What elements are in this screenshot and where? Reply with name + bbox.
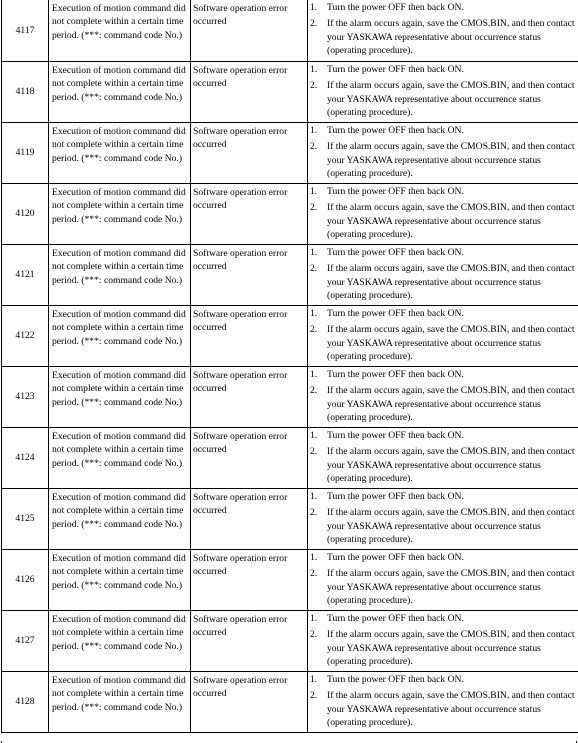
remedy-step xyxy=(308,323,576,363)
remedy-cell xyxy=(308,489,578,549)
step-text: Turn the power OFF then back ON. xyxy=(327,2,464,13)
remedy-step xyxy=(308,673,576,686)
alarm-type: Software operation error occurred xyxy=(191,0,308,61)
step-number: 1. xyxy=(310,2,318,13)
remedy-step xyxy=(308,506,576,546)
table-row xyxy=(2,62,578,123)
step-text: If the alarm occurs again, save the CMOS.BIN, and then contact your YASKAWA representative about occurrence status (operating procedure). xyxy=(327,446,575,484)
step-number: 2. xyxy=(310,80,318,92)
step-text: Turn the power OFF then back ON. xyxy=(327,64,464,75)
alarm-cause: Execution of motion command did not complete within a certain time period. (***: command code No.) xyxy=(49,306,191,366)
step-text: Turn the power OFF then back ON. xyxy=(327,247,464,258)
remedy-cell xyxy=(308,0,578,61)
step-text: If the alarm occurs again, save the CMOS.BIN, and then contact your YASKAWA representative about occurrence status (operating procedure). xyxy=(327,141,575,179)
step-number: 1. xyxy=(310,613,318,624)
step-text: If the alarm occurs again, save the CMOS.BIN, and then contact your YASKAWA representative about occurrence status (operating procedure). xyxy=(327,263,575,301)
step-number: 2. xyxy=(310,202,318,214)
step-text: Turn the power OFF then back ON. xyxy=(327,552,464,563)
alarm-type: Software operation error occurred xyxy=(191,428,308,488)
alarm-type: Software operation error occurred xyxy=(191,184,308,244)
step-number: 1. xyxy=(310,247,318,258)
step-number: 2. xyxy=(310,568,318,580)
table-row xyxy=(2,184,578,245)
alarm-type: Software operation error occurred xyxy=(191,123,308,183)
remedy-step xyxy=(308,628,576,668)
step-number: 1. xyxy=(310,491,318,502)
remedy-step xyxy=(308,79,576,119)
step-number: 2. xyxy=(310,690,318,702)
remedy-step xyxy=(308,124,576,137)
step-text: If the alarm occurs again, save the CMOS.BIN, and then contact your YASKAWA representative about occurrence status (operating procedure). xyxy=(327,629,575,667)
step-number: 2. xyxy=(310,446,318,458)
step-number: 2. xyxy=(310,18,318,30)
alarm-code: 4120 xyxy=(2,184,49,244)
remedy-cell xyxy=(308,123,578,183)
table-row xyxy=(2,367,578,428)
table-row xyxy=(2,428,578,489)
step-text: If the alarm occurs again, save the CMOS.BIN, and then contact your YASKAWA representative about occurrence status (operating procedure). xyxy=(327,385,575,423)
step-text: If the alarm occurs again, save the CMOS.BIN, and then contact your YASKAWA representative about occurrence status (operating procedure). xyxy=(327,690,575,728)
alarm-code: 4122 xyxy=(2,306,49,366)
step-text: Turn the power OFF then back ON. xyxy=(327,491,464,502)
alarm-cause: Execution of motion command did not complete within a certain time period. (***: command code No.) xyxy=(49,489,191,549)
alarm-type: Software operation error occurred xyxy=(191,489,308,549)
step-text: Turn the power OFF then back ON. xyxy=(327,613,464,624)
alarm-code: 4124 xyxy=(2,428,49,488)
table-row xyxy=(2,611,578,672)
remedy-step xyxy=(308,140,576,180)
table-row xyxy=(2,0,578,62)
table-row xyxy=(2,550,578,611)
step-number: 1. xyxy=(310,369,318,380)
alarm-type: Software operation error occurred xyxy=(191,550,308,610)
remedy-step xyxy=(308,551,576,564)
table-row xyxy=(2,672,578,733)
remedy-step xyxy=(308,445,576,485)
remedy-step xyxy=(308,201,576,241)
remedy-step xyxy=(308,246,576,259)
alarm-code: 4126 xyxy=(2,550,49,610)
step-text: If the alarm occurs again, save the CMOS.BIN, and then contact your YASKAWA representative about occurrence status (operating procedure). xyxy=(327,324,575,362)
step-number: 2. xyxy=(310,385,318,397)
remedy-cell xyxy=(308,367,578,427)
alarm-cause: Execution of motion command did not complete within a certain time period. (***: command code No.) xyxy=(49,62,191,122)
step-text: Turn the power OFF then back ON. xyxy=(327,369,464,380)
step-number: 2. xyxy=(310,141,318,153)
step-number: 2. xyxy=(310,263,318,275)
alarm-type: Software operation error occurred xyxy=(191,62,308,122)
alarm-cause: Execution of motion command did not complete within a certain time period. (***: command code No.) xyxy=(49,123,191,183)
alarm-code: 4121 xyxy=(2,245,49,305)
remedy-step xyxy=(308,307,576,320)
remedy-step xyxy=(308,429,576,442)
step-number: 1. xyxy=(310,552,318,563)
remedy-step xyxy=(308,490,576,503)
alarm-cause: Execution of motion command did not complete within a certain time period. (***: command code No.) xyxy=(49,0,191,61)
alarm-type: Software operation error occurred xyxy=(191,611,308,671)
step-text: Turn the power OFF then back ON. xyxy=(327,430,464,441)
alarm-code: 4125 xyxy=(2,489,49,549)
alarm-cause: Execution of motion command did not complete within a certain time period. (***: command code No.) xyxy=(49,672,191,732)
remedy-cell xyxy=(308,550,578,610)
remedy-step xyxy=(308,262,576,302)
alarm-cause: Execution of motion command did not complete within a certain time period. (***: command code No.) xyxy=(49,550,191,610)
alarm-code: 4123 xyxy=(2,367,49,427)
remedy-step xyxy=(308,567,576,607)
remedy-cell xyxy=(308,611,578,671)
remedy-step xyxy=(308,384,576,424)
remedy-step xyxy=(308,17,576,57)
table-row xyxy=(2,489,578,550)
alarm-code: 4118 xyxy=(2,62,49,122)
step-text: If the alarm occurs again, save the CMOS.BIN, and then contact your YASKAWA representative about occurrence status (operating procedure). xyxy=(327,202,575,240)
step-number: 1. xyxy=(310,125,318,136)
step-number: 1. xyxy=(310,64,318,75)
alarm-cause: Execution of motion command did not complete within a certain time period. (***: command code No.) xyxy=(49,428,191,488)
table-row xyxy=(2,245,578,306)
remedy-step xyxy=(308,185,576,198)
step-number: 2. xyxy=(310,507,318,519)
step-text: If the alarm occurs again, save the CMOS.BIN, and then contact your YASKAWA representative about occurrence status (operating procedure). xyxy=(327,80,575,118)
table-row xyxy=(2,123,578,184)
remedy-step xyxy=(308,612,576,625)
remedy-step xyxy=(308,63,576,76)
alarm-type: Software operation error occurred xyxy=(191,306,308,366)
alarm-type: Software operation error occurred xyxy=(191,245,308,305)
step-text: Turn the power OFF then back ON. xyxy=(327,125,464,136)
step-text: Turn the power OFF then back ON. xyxy=(327,186,464,197)
step-number: 1. xyxy=(310,674,318,685)
step-number: 2. xyxy=(310,629,318,641)
remedy-step xyxy=(308,1,576,14)
alarm-cause: Execution of motion command did not complete within a certain time period. (***: command code No.) xyxy=(49,184,191,244)
step-number: 1. xyxy=(310,430,318,441)
step-text: If the alarm occurs again, save the CMOS.BIN, and then contact your YASKAWA representative about occurrence status (operating procedure). xyxy=(327,507,575,545)
alarm-code: 4127 xyxy=(2,611,49,671)
alarm-type: Software operation error occurred xyxy=(191,672,308,732)
alarm-code: 4119 xyxy=(2,123,49,183)
step-number: 1. xyxy=(310,186,318,197)
remedy-cell xyxy=(308,184,578,244)
remedy-cell xyxy=(308,428,578,488)
alarm-code: 4117 xyxy=(2,0,49,61)
alarm-cause: Execution of motion command did not complete within a certain time period. (***: command code No.) xyxy=(49,245,191,305)
remedy-cell xyxy=(308,245,578,305)
step-number: 2. xyxy=(310,324,318,336)
remedy-cell xyxy=(308,672,578,732)
alarm-table xyxy=(1,0,578,733)
step-text: Turn the power OFF then back ON. xyxy=(327,308,464,319)
alarm-type: Software operation error occurred xyxy=(191,367,308,427)
remedy-step xyxy=(308,368,576,381)
alarm-cause: Execution of motion command did not complete within a certain time period. (***: command code No.) xyxy=(49,611,191,671)
remedy-step xyxy=(308,689,576,729)
step-text: Turn the power OFF then back ON. xyxy=(327,674,464,685)
table-row xyxy=(2,306,578,367)
step-text: If the alarm occurs again, save the CMOS.BIN, and then contact your YASKAWA representative about occurrence status (operating procedure). xyxy=(327,568,575,606)
step-text: If the alarm occurs again, save the CMOS.BIN, and then contact your YASKAWA representative about occurrence status (operating procedure). xyxy=(327,18,575,56)
remedy-cell xyxy=(308,62,578,122)
alarm-code: 4128 xyxy=(2,672,49,732)
alarm-cause: Execution of motion command did not complete within a certain time period. (***: command code No.) xyxy=(49,367,191,427)
step-number: 1. xyxy=(310,308,318,319)
remedy-cell xyxy=(308,306,578,366)
